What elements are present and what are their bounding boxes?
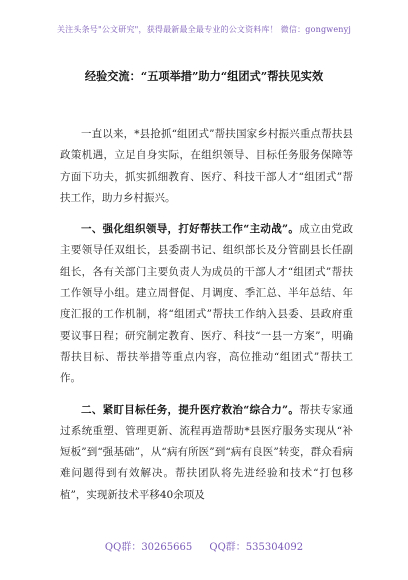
qq-group-2: QQ群：535304092 (209, 542, 304, 553)
section-heading: 二、紧盯目标任务，提升医疗救治“综合力”。 (81, 403, 300, 416)
section-heading: 一、强化组织领导，打好帮扶工作“主动战”。 (81, 223, 300, 236)
section-paragraph (60, 400, 353, 506)
promo-header: 关注头条号"公文研究"，获得最新最全最专业的公文资料库！ 微信：gongwenyj (56, 25, 352, 34)
document-title: 经验交流：“五项举措”助力“组团式”帮扶见实效 (84, 69, 324, 83)
section-body: 帮扶专家通过系统重塑、管理更新、流程再造帮助*县医疗服务实现从“补短板”到“强基础”，从“病有所医”到“病有良医”转变，群众看病难问题得到有效解决。帮扶团队将先进经验和技术“打包移植”，实现新技术平移40余项及 (60, 403, 353, 501)
document-body (60, 124, 353, 516)
section-paragraph (60, 219, 353, 389)
qq-group-1: QQ群：30265665 (104, 542, 193, 553)
footer-contact (0, 538, 408, 553)
section-body: 成立由党政主要领导任双组长，县委副书记、组织部长及分管副县长任副组长，各有关部门主要负责人为成员的干部人才“组团式”帮扶工作领导小组。建立周督促、月调度、季汇总、半年总结、年度汇报的工作机制，将“组团式”帮扶工作纳入县委、县政府重要议事日程；研究制定教育、医疗、科技“一县一方案”，明确帮扶目标、帮扶举措等重点内容，高位推动“组团式”帮扶工作。 (60, 223, 353, 385)
intro-paragraph: 一直以来，*县抢抓“组团式”帮扶国家乡村振兴重点帮扶县政策机遇，立足自身实际，在组织领导、目标任务服务保障等方面下功夫，抓实抓细教育、医疗、科技干部人才“组团式”帮扶工作，助力乡村振兴。 (60, 128, 353, 204)
